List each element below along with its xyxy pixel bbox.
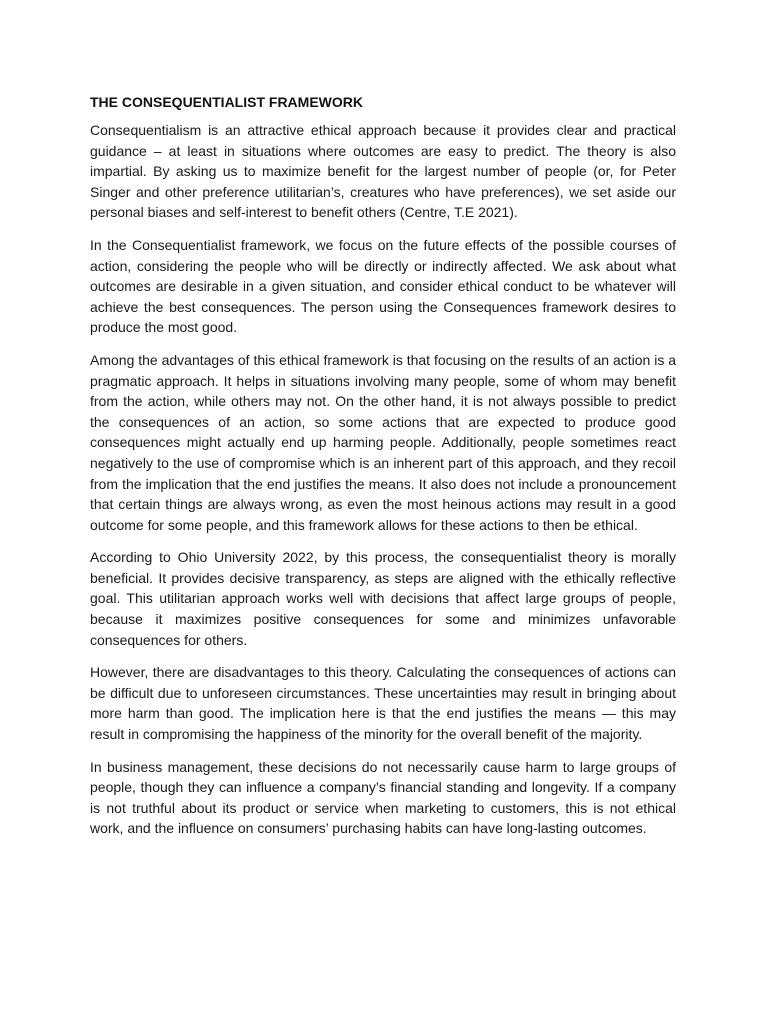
paragraph-intro: Consequentialism is an attractive ethical approach because it provides clear and practical guidance – at least in situations where outcomes are easy to predict. The theory is also impartial. By asking us to maximize benefit for the largest number of people (or, for Peter Singer and other preference utilitarian’s, creatures who have preferences), we set aside our personal biases and self-interest to benefit others (Centre, T.E 2021). xyxy=(90,122,676,221)
document-title: THE CONSEQUENTIALIST FRAMEWORK xyxy=(90,94,363,110)
paragraph-business-management: In business management, these decisions do not necessarily cause harm to large groups of people, though they can influence a company’s financial standing and longevity. If a company is not truthful about its product or service when marketing to customers, this is not ethical work, and the influence on consumers’ purchasing habits can have long-lasting outcomes. xyxy=(90,758,676,837)
paragraph-disadvantages: However, there are disadvantages to this theory. Calculating the consequences of actions can be difficult due to unforeseen circumstances. These uncertainties may result in bringing about more harm than good. The implication here is that the end justifies the means — this may result in compromising the happiness of the minority for the overall benefit of the majority. xyxy=(90,664,676,743)
paragraph-advantages: Among the advantages of this ethical framework is that focusing on the results of an action is a pragmatic approach. It helps in situations involving many people, some of whom may benefit from the action, while others may not. On the other hand, it is not always possible to predict the consequences of an action, so some actions that are expected to produce good consequences might actually end up harming people. Additionally, people sometimes react negatively to the use of compromise which is an inherent part of this approach, and they recoil from the implication that the end justifies the means. It also does not include a pronouncement that certain things are always wrong, as even the most heinous actions may result in a good outcome for some people, and this framework allows for these actions to then be ethical. xyxy=(90,351,676,533)
paragraph-ohio-university: According to Ohio University 2022, by this process, the consequentialist theory is morally beneficial. It provides decisive transparency, as steps are aligned with the ethically reflective goal. This utilitarian approach works well with decisions that affect large groups of people, because it maximizes positive consequences for some and minimizes unfavorable consequences for others. xyxy=(90,549,676,648)
document-page xyxy=(90,92,676,851)
paragraph-framework-focus: In the Consequentialist framework, we focus on the future effects of the possible courses of action, considering the people who will be directly or indirectly affected. We ask about what outcomes are desirable in a given situation, and consider ethical conduct to be whatever will achieve the best consequences. The person using the Consequences framework desires to produce the most good. xyxy=(90,236,676,336)
